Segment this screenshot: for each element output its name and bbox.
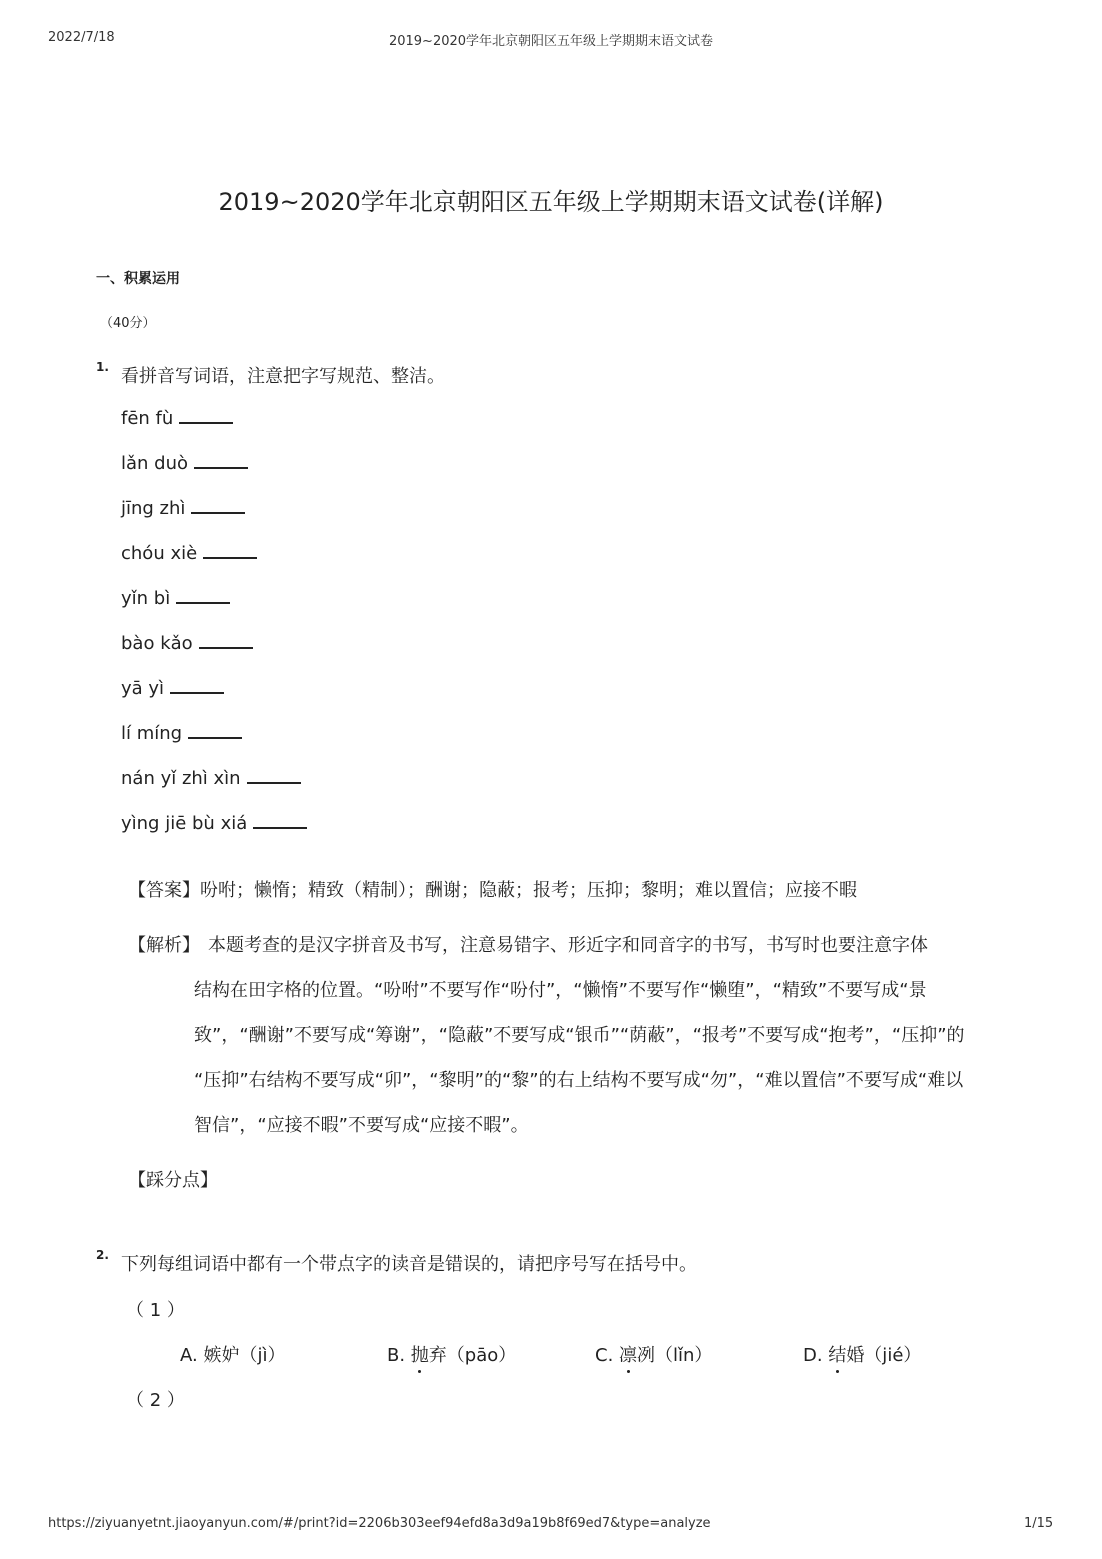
answer-text: 吩咐；懒惰；精致（精制）；酬谢；隐蔽；报考；压抑；黎明；难以置信；应接不暇: [200, 880, 857, 901]
analysis-line: 本题考查的是汉字拼音及书写，注意易错字、形近字和同音字的书写，书写时也要注意字体: [208, 935, 928, 956]
pinyin-text: fēn fù: [121, 408, 174, 429]
subquestion-label: （ 2 ）: [126, 1390, 185, 1411]
dotted-character: 结: [828, 1341, 846, 1367]
pinyin-text: chóu xiè: [121, 543, 198, 564]
print-url[interactable]: https://ziyuanyetnt.jiaoyanyun.com/#/print?id=2206b303eef94efd8a3d9a19b8f69ed7&type=analyze: [48, 1516, 711, 1531]
answer-blank: [188, 723, 242, 739]
pinyin-item: [121, 723, 242, 744]
section-score: （40分）: [100, 316, 156, 331]
answer-blank: [203, 543, 257, 559]
answer-blank: [191, 498, 245, 514]
page-number: 1/15: [1024, 1516, 1054, 1531]
pinyin-text: yǐn bì: [121, 588, 171, 609]
pinyin-text: yā yì: [121, 678, 165, 699]
choice-option-a[interactable]: A. 嫉妒（jì）: [180, 1345, 286, 1366]
print-date: 2022/7/18: [48, 30, 115, 45]
dotted-character: 抛: [411, 1341, 429, 1367]
question-number: 1.: [96, 360, 109, 374]
answer-blank: [176, 588, 230, 604]
choice-option-b[interactable]: B. 抛弃（pāo）: [387, 1341, 516, 1367]
analysis-label: 【解析】: [128, 935, 200, 956]
subquestion-label: （ 1 ）: [126, 1300, 185, 1321]
pinyin-item: [121, 813, 307, 834]
answer-label: 【答案】: [128, 880, 200, 901]
question-prompt: 下列每组词语中都有一个带点字的读音是错误的，请把序号写在括号中。: [121, 1254, 697, 1275]
answer-blank: [194, 453, 248, 469]
question-prompt: 看拼音写词语，注意把字写规范、整洁。: [121, 366, 445, 387]
dotted-character: 凛: [619, 1341, 637, 1367]
pinyin-item: [121, 498, 245, 519]
print-doc-title: 2019~2020学年北京朝阳区五年级上学期期末语文试卷: [388, 34, 714, 49]
pinyin-text: yìng jiē bù xiá: [121, 813, 248, 834]
question-number: 2.: [96, 1248, 109, 1262]
choice-option-d[interactable]: D. 结婚（jié）: [803, 1341, 921, 1367]
pinyin-item: [121, 408, 233, 429]
analysis-line: “压抑”右结构不要写成“卯”，“黎明”的“黎”的右上结构不要写成“勿”，“难以置信”不要写成“难以: [194, 1070, 964, 1091]
pinyin-text: nán yǐ zhì xìn: [121, 768, 241, 789]
pinyin-text: lí míng: [121, 723, 183, 744]
pinyin-item: [121, 768, 301, 789]
analysis-line: 致”，“酬谢”不要写成“筹谢”，“隐蔽”不要写成“银币”“荫蔽”，“报考”不要写成“抱考”，“压抑”的: [194, 1025, 965, 1046]
answer-blank: [199, 633, 253, 649]
section-title: 一、积累运用: [96, 271, 180, 287]
answer-blank: [170, 678, 224, 694]
answer-line: [128, 876, 857, 902]
answer-blank: [247, 768, 301, 784]
pinyin-item: [121, 543, 257, 564]
pinyin-item: [121, 453, 248, 474]
answer-blank: [179, 408, 233, 424]
points-label: 【踩分点】: [128, 1170, 218, 1191]
pinyin-text: bào kǎo: [121, 633, 193, 654]
pinyin-item: [121, 633, 253, 654]
pinyin-text: lǎn duò: [121, 453, 189, 474]
pinyin-item: [121, 588, 230, 609]
analysis-line: 智信”，“应接不暇”不要写成“应接不暇”。: [194, 1115, 529, 1136]
paper-title: 2019~2020学年北京朝阳区五年级上学期期末语文试卷(详解): [218, 188, 884, 216]
analysis-line: 结构在田字格的位置。“吩咐”不要写作“吩付”，“懒惰”不要写作“懒堕”，“精致”不要写成“景: [194, 980, 927, 1001]
pinyin-text: jīng zhì: [121, 498, 186, 519]
answer-blank: [253, 813, 307, 829]
pinyin-item: [121, 678, 224, 699]
choice-option-c[interactable]: C. 凛冽（lǐn）: [595, 1341, 712, 1367]
